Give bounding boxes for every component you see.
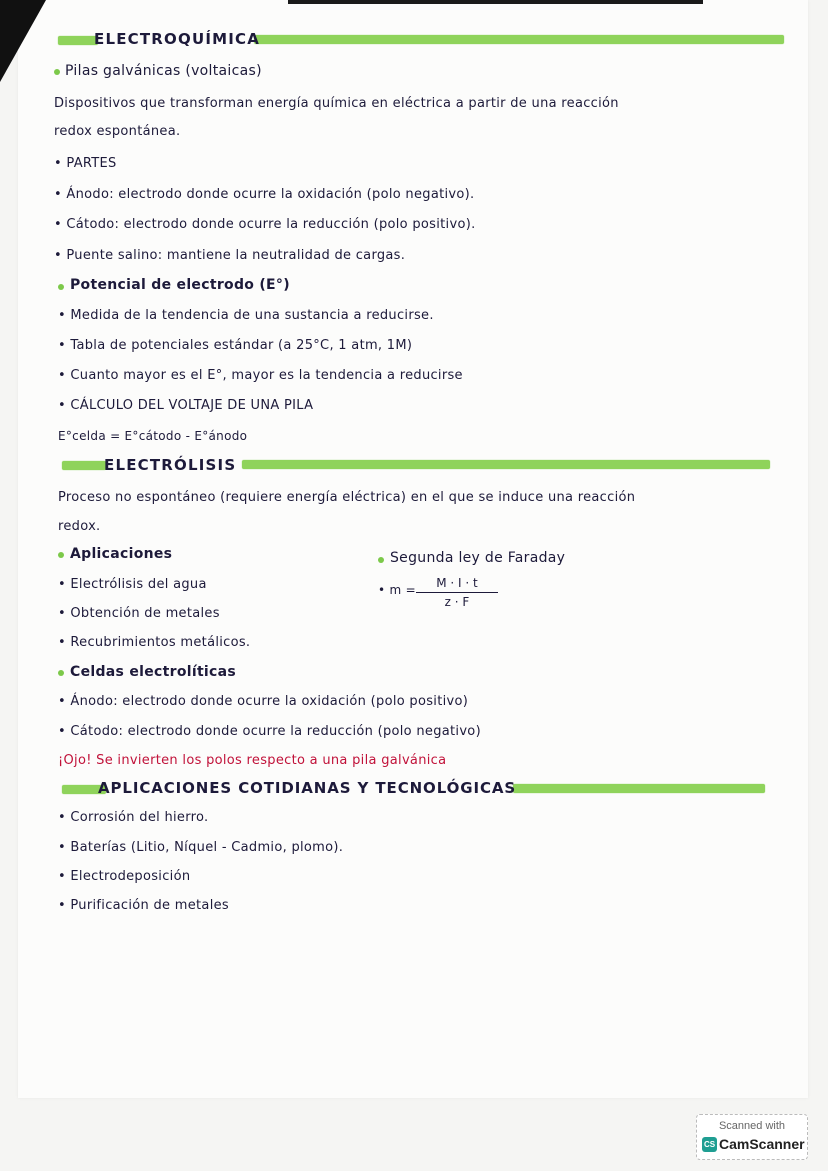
potencial-heading: Potencial de electrodo (E°) bbox=[70, 277, 290, 293]
pilas-desc-line2: redox espontánea. bbox=[54, 124, 181, 139]
green-bullet bbox=[58, 284, 64, 290]
camscanner-brand: CamScanner bbox=[719, 1136, 805, 1152]
highlight-bar bbox=[242, 460, 770, 469]
camscanner-badge bbox=[696, 1114, 808, 1160]
scanned-with-label: Scanned with bbox=[718, 1120, 786, 1132]
potencial-item-3: • Cuanto mayor es el E°, mayor es la tendencia a reducirse bbox=[58, 368, 463, 383]
celda-anodo: • Ánodo: electrodo donde ocurre la oxidación (polo positivo) bbox=[58, 694, 469, 709]
green-bullet bbox=[378, 557, 384, 563]
ojo-warning: ¡Ojo! Se invierten los polos respecto a una pila galvánica bbox=[58, 753, 447, 768]
voltaje-formula: E°celda = E°cátodo - E°ánodo bbox=[58, 429, 248, 443]
section-title-electroquimica: ELECTROQUÍMICA bbox=[94, 30, 261, 48]
green-bullet bbox=[58, 670, 64, 676]
aplicacion-item: • Baterías (Litio, Níquel - Cadmio, plomo). bbox=[58, 840, 344, 855]
app-electrolisis-agua: • Electrólisis del agua bbox=[58, 577, 207, 592]
aplicacion-item: • Electrodeposición bbox=[58, 869, 191, 884]
electrolisis-desc-line2: redox. bbox=[58, 519, 101, 534]
potencial-item-2: • Tabla de potenciales estándar (a 25°C, 1 atm, 1M) bbox=[58, 338, 413, 353]
aplicaciones-heading: Aplicaciones bbox=[70, 546, 173, 562]
section-title-aplicaciones: APLICACIONES COTIDIANAS Y TECNOLÓGICAS bbox=[98, 779, 517, 797]
partes-label: • PARTES bbox=[54, 156, 117, 171]
highlight-bar bbox=[513, 784, 765, 793]
celda-catodo: • Cátodo: electrodo donde ocurre la reducción (polo negativo) bbox=[58, 724, 481, 739]
highlight-bar bbox=[62, 461, 106, 470]
app-recubrimientos: • Recubrimientos metálicos. bbox=[58, 635, 251, 650]
faraday-fraction bbox=[416, 576, 498, 609]
scan-corner-shadow bbox=[0, 0, 46, 82]
highlight-bar bbox=[254, 35, 784, 44]
pila-anodo: • Ánodo: electrodo donde ocurre la oxidación (polo negativo). bbox=[54, 187, 475, 202]
green-bullet bbox=[58, 552, 64, 558]
faraday-numerator: M · I · t bbox=[436, 576, 478, 590]
pilas-desc-line1: Dispositivos que transforman energía química en eléctrica a partir de una reacción bbox=[54, 96, 619, 111]
aplicacion-item: • Corrosión del hierro. bbox=[58, 810, 209, 825]
section-title-electrolisis: ELECTRÓLISIS bbox=[104, 456, 237, 474]
fraction-line bbox=[416, 592, 498, 593]
aplicacion-item: • Purificación de metales bbox=[58, 898, 229, 913]
electrolisis-desc-line1: Proceso no espontáneo (requiere energía eléctrica) en el que se induce una reacción bbox=[58, 490, 636, 505]
pila-puente-salino: • Puente salino: mantiene la neutralidad de cargas. bbox=[54, 248, 406, 263]
app-obtencion-metales: • Obtención de metales bbox=[58, 606, 220, 621]
highlight-bar bbox=[58, 36, 98, 45]
notebook-page bbox=[18, 0, 808, 1098]
faraday-heading: Segunda ley de Faraday bbox=[390, 550, 566, 566]
calculo-voltaje: • CÁLCULO DEL VOLTAJE DE UNA PILA bbox=[58, 398, 314, 413]
camscanner-logo-icon: CS bbox=[702, 1137, 717, 1152]
celdas-heading: Celdas electrolíticas bbox=[70, 664, 237, 680]
pilas-heading: Pilas galvánicas (voltaicas) bbox=[65, 63, 262, 79]
pila-catodo: • Cátodo: electrodo donde ocurre la reducción (polo positivo). bbox=[54, 217, 476, 232]
faraday-denominator: z · F bbox=[444, 595, 470, 609]
green-bullet bbox=[54, 69, 60, 75]
potencial-item-1: • Medida de la tendencia de una sustancia a reducirse. bbox=[58, 308, 434, 323]
scan-edge bbox=[288, 0, 703, 4]
faraday-m: • m = bbox=[378, 583, 416, 597]
